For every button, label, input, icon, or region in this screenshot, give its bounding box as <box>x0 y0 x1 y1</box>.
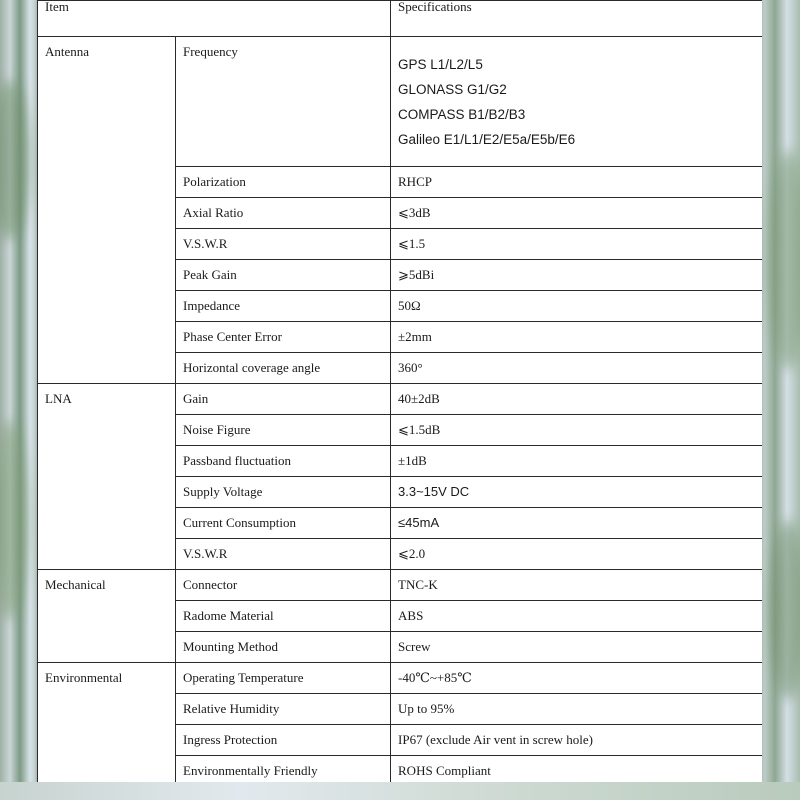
param-value: ⩾5dBi <box>391 260 762 291</box>
background-foliage <box>770 520 800 700</box>
param-value: 3.3~15V DC <box>391 477 762 508</box>
param-label: Current Consumption <box>176 508 391 539</box>
param-label: Noise Figure <box>176 415 391 446</box>
param-value: Up to 95% <box>391 694 762 725</box>
frequency-values <box>391 37 762 167</box>
param-value: ⩽3dB <box>391 198 762 229</box>
table-row <box>38 37 763 167</box>
group-label-mechanical: Mechanical <box>38 570 176 663</box>
param-label: Passband fluctuation <box>176 446 391 477</box>
param-label: Gain <box>176 384 391 415</box>
param-label: Supply Voltage <box>176 477 391 508</box>
frequency-band: Galileo E1/L1/E2/E5a/E5b/E6 <box>398 132 576 147</box>
specification-table <box>37 0 762 782</box>
param-value: 50Ω <box>391 291 762 322</box>
param-label: Mounting Method <box>176 632 391 663</box>
param-label: Radome Material <box>176 601 391 632</box>
background-foliage <box>0 80 30 240</box>
param-value: ⩽2.0 <box>391 539 762 570</box>
param-label: Horizontal coverage angle <box>176 353 391 384</box>
table-row <box>38 663 763 694</box>
param-value: ⩽1.5 <box>391 229 762 260</box>
frequency-band: GLONASS G1/G2 <box>398 82 507 97</box>
table-row <box>38 384 763 415</box>
param-value: IP67 (exclude Air vent in screw hole) <box>391 725 762 756</box>
param-value: ±1dB <box>391 446 762 477</box>
param-value: RHCP <box>391 167 762 198</box>
param-value: -40℃~+85℃ <box>391 663 762 694</box>
param-value: ABS <box>391 601 762 632</box>
frequency-band: GPS L1/L2/L5 <box>398 57 483 72</box>
param-value: 360° <box>391 353 762 384</box>
param-label: V.S.W.R <box>176 539 391 570</box>
param-value: TNC-K <box>391 570 762 601</box>
background-foliage <box>768 150 800 370</box>
group-label-antenna: Antenna <box>38 37 176 384</box>
param-label: Environmentally Friendly <box>176 756 391 783</box>
table-row <box>38 570 763 601</box>
table-header-row <box>38 1 763 37</box>
param-label: Phase Center Error <box>176 322 391 353</box>
param-value: ≤45mA <box>391 508 762 539</box>
param-value: ⩽1.5dB <box>391 415 762 446</box>
param-label: V.S.W.R <box>176 229 391 260</box>
param-value: 40±2dB <box>391 384 762 415</box>
group-label-lna: LNA <box>38 384 176 570</box>
param-label: Polarization <box>176 167 391 198</box>
spec-sheet <box>37 0 762 782</box>
param-label: Ingress Protection <box>176 725 391 756</box>
param-value: ±2mm <box>391 322 762 353</box>
param-label: Relative Humidity <box>176 694 391 725</box>
background-bottom-strip <box>0 782 800 800</box>
header-item: Item <box>38 1 391 37</box>
group-label-environmental: Environmental <box>38 663 176 783</box>
param-label: Connector <box>176 570 391 601</box>
param-label: Operating Temperature <box>176 663 391 694</box>
param-value: ROHS Compliant <box>391 756 762 783</box>
param-label: Impedance <box>176 291 391 322</box>
header-specifications: Specifications <box>391 1 762 37</box>
param-value: Screw <box>391 632 762 663</box>
param-label: Frequency <box>176 37 391 167</box>
param-label: Peak Gain <box>176 260 391 291</box>
param-label: Axial Ratio <box>176 198 391 229</box>
background-foliage <box>0 420 28 620</box>
frequency-band: COMPASS B1/B2/B3 <box>398 107 526 122</box>
